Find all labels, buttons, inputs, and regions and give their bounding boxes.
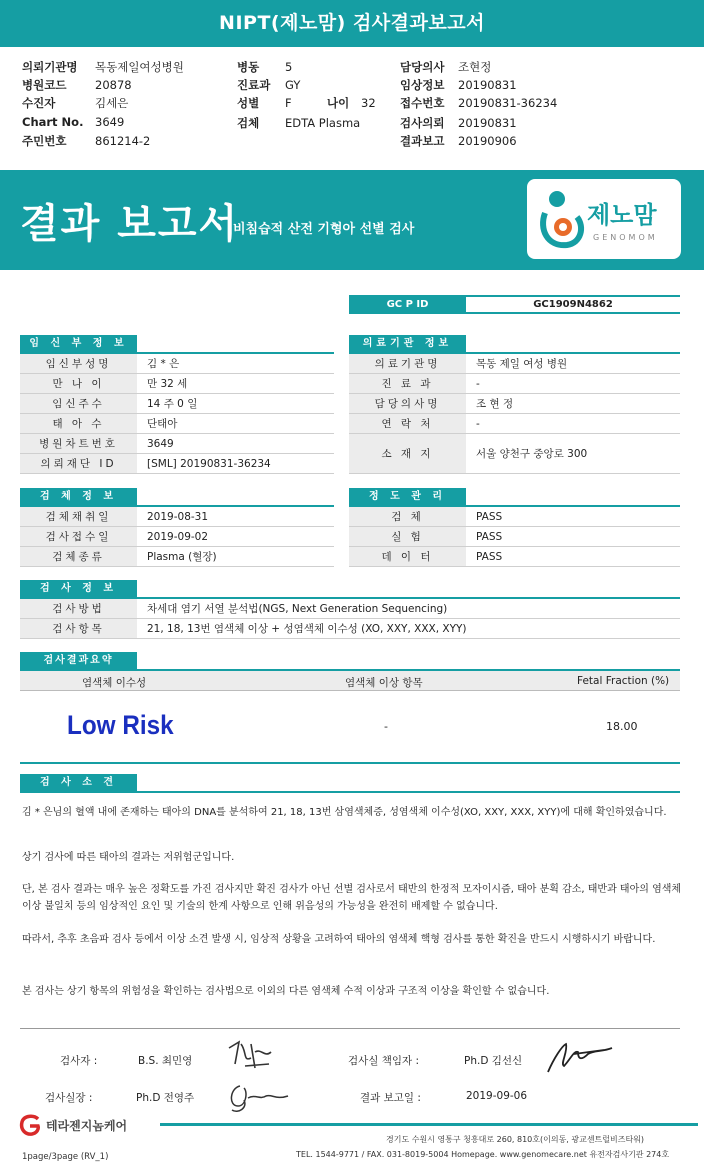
pregnant-row-label: 임신부성명 — [20, 354, 137, 373]
header-key: 결과보고 — [400, 134, 445, 148]
institution-row-value: 서울 양천구 중앙로 300 — [476, 448, 588, 460]
pregnant-row — [20, 414, 334, 434]
header-key: 나이 — [327, 96, 350, 110]
report-title: NIPT(제노맘) 검사결과보고서 — [0, 0, 704, 47]
summary-col2: 염색체 이상 항목 — [345, 677, 423, 689]
header-key: 검체 — [237, 116, 260, 130]
lab-head-label: 검사실 책임자 : — [348, 1055, 420, 1067]
pregnant-row-label: 의뢰재단 ID — [20, 454, 137, 473]
institution-row — [349, 354, 680, 374]
header-key: 수진자 — [22, 96, 56, 110]
qc-row-value: PASS — [476, 511, 503, 523]
qc-row — [349, 527, 680, 547]
specimen-row — [20, 507, 334, 527]
institution-row-label: 담당의사명 — [349, 394, 466, 413]
header-key: 의뢰기관명 — [22, 60, 78, 74]
footer-contact: TEL. 1544-9771 / FAX. 031-8019-5004 Homepage. www.genomecare.net 유전자검사기관 274호 — [296, 1150, 670, 1159]
summary-col3: Fetal Fraction (%) — [577, 675, 670, 687]
header-field — [237, 115, 360, 131]
finding-paragraph: 상기 검사에 따른 태아의 결과는 저위험군입니다. — [22, 852, 235, 863]
header-key: 주민번호 — [22, 134, 67, 148]
header-key: 검사의뢰 — [400, 116, 445, 130]
header-value: GY — [285, 78, 301, 92]
fetal-fraction: 18.00 — [606, 720, 638, 733]
director-label: 검사실장 : — [45, 1092, 93, 1104]
finding-paragraph: 단, 본 검사 결과는 매우 높은 정확도를 가진 검사지만 확진 검사가 아닌 선별 검사로서 태반의 한정적 모자이시즘, 태아 분획 감소, 태반과 태아의 염색체 이상 불일치 등의 임상적인 요인 및 기술의 한계 사항으로 인해 위음성의 가능성을 완전히 배제할 수 없습니다. — [22, 884, 682, 912]
hero-title: 결과 보고서 — [20, 201, 240, 247]
header-value: 20190831 — [458, 116, 517, 130]
qc-row — [349, 507, 680, 527]
director-name: Ph.D 전영주 — [136, 1092, 195, 1104]
specimen-row-label: 검체채취일 — [20, 507, 137, 526]
header-value: 목동제일여성병원 — [95, 60, 184, 74]
header-field — [22, 95, 128, 111]
qc-row-label: 실 험 — [349, 527, 466, 546]
pregnant-row-label: 병원차트번호 — [20, 434, 137, 453]
pregnant-row-label: 만 나 이 — [20, 374, 137, 393]
header-value: F — [285, 96, 292, 110]
footer-rule — [160, 1123, 698, 1126]
tester-label: 검사자 : — [60, 1055, 98, 1067]
header-field — [237, 77, 300, 93]
test-row — [20, 599, 680, 619]
header-value: 3649 — [95, 115, 125, 129]
section-specimen: 검 체 정 보 — [20, 488, 137, 505]
divider — [20, 1028, 680, 1029]
logo-subtext: GENOMOM — [593, 233, 658, 242]
header-value: 20878 — [95, 78, 132, 92]
header-key: 성별 — [237, 96, 260, 110]
institution-row-value: - — [476, 418, 480, 430]
institution-row — [349, 394, 680, 414]
section-qc: 정 도 관 리 — [349, 488, 466, 505]
institution-row — [349, 414, 680, 434]
test-row — [20, 619, 680, 639]
finding-paragraph: 본 검사는 상기 항목의 위험성을 확인하는 검사법으로 이외의 다른 염색체 수적 이상과 구조적 이상을 확인할 수 없습니다. — [22, 986, 550, 997]
report-date-label: 결과 보고일 : — [360, 1092, 421, 1104]
genomom-logo — [527, 179, 681, 259]
specimen-row-label: 검사접수일 — [20, 527, 137, 546]
header-value: 20190831-36234 — [458, 96, 558, 110]
specimen-row-value: Plasma (혈장) — [147, 551, 217, 563]
pregnant-row-value: 김 * 은 — [147, 358, 180, 370]
director-signature — [226, 1078, 292, 1114]
section-institution: 의료기관 정보 — [349, 335, 466, 352]
mother-baby-icon — [537, 189, 587, 249]
institution-row-value: 조 현 정 — [476, 398, 514, 410]
qc-row — [349, 547, 680, 567]
report-date: 2019-09-06 — [466, 1090, 528, 1102]
header-key: 진료과 — [237, 78, 271, 92]
pregnant-row-value: 3649 — [147, 438, 174, 450]
specimen-row-value: 2019-09-02 — [147, 531, 209, 543]
test-row-value: 차세대 염기 서열 분석법(NGS, Next Generation Sequencing) — [147, 603, 448, 615]
finding-paragraph: 김 * 은님의 혈액 내에 존재하는 태아의 DNA를 분석하여 21, 18, 13번 삼염색체증, 성염색체 이수성(XO, XXY, XXX, XYY)에 대해 확인하였습니다. — [22, 807, 667, 818]
specimen-row-value: 2019-08-31 — [147, 511, 209, 523]
header-key: 담당의사 — [400, 60, 445, 74]
page-number: 1page/3page (RV_1) — [22, 1152, 109, 1162]
section-summary: 검사결과요약 — [20, 652, 137, 669]
institution-row-label: 의료기관명 — [349, 354, 466, 373]
header-field — [400, 133, 517, 149]
header-value: 20190831 — [458, 78, 517, 92]
pregnant-row-label: 태 아 수 — [20, 414, 137, 433]
section-findings: 검 사 소 견 — [20, 774, 137, 791]
pregnant-row — [20, 434, 334, 454]
header-value: 조현정 — [458, 60, 492, 74]
pregnant-row — [20, 354, 334, 374]
result-risk: Low Risk — [67, 710, 174, 740]
summary-header — [20, 671, 680, 691]
header-field — [400, 95, 557, 111]
pregnant-row-value: 단태아 — [147, 418, 178, 430]
logo-text: 제노맘 — [587, 201, 657, 229]
footer-address: 경기도 수원시 영통구 청흥대로 260, 810호(이의동, 광교센트럴비즈타워) — [386, 1135, 645, 1144]
tester-signature — [225, 1038, 275, 1072]
specimen-row — [20, 547, 334, 567]
header-field — [400, 115, 517, 131]
pregnant-row-value: 만 32 세 — [147, 378, 188, 390]
pregnant-row-value: [SML] 20190831-36234 — [147, 458, 271, 470]
pregnant-row-label: 임신주수 — [20, 394, 137, 413]
test-row-label: 검사방법 — [20, 599, 137, 618]
finding-paragraph: 따라서, 추후 초음파 검사 등에서 이상 소견 발생 시, 임상적 상황을 고려하여 태아의 염색체 핵형 검사를 통한 확진을 반드시 시행하시기 바랍니다. — [22, 934, 656, 945]
header-value: 861214-2 — [95, 134, 151, 148]
institution-row-value: - — [476, 378, 480, 390]
header-key: 병동 — [237, 60, 260, 74]
rule — [20, 762, 680, 764]
header-info — [0, 50, 704, 160]
header-key: Chart No. — [22, 115, 84, 129]
institution-row-label: 진 료 과 — [349, 374, 466, 393]
header-key: 접수번호 — [400, 96, 445, 110]
hero-subtitle: 비침습적 산전 기형아 선별 검사 — [233, 222, 415, 237]
header-field — [22, 59, 184, 75]
section-test: 검 사 정 보 — [20, 580, 137, 597]
gcpid-label: GC P ID — [349, 295, 466, 314]
header-value: 32 — [361, 96, 376, 110]
lab-head-signature — [544, 1038, 616, 1076]
qc-row-value: PASS — [476, 551, 503, 563]
gcpid-value: GC1909N4862 — [466, 295, 680, 314]
institution-row-label: 연 락 처 — [349, 414, 466, 433]
specimen-row-label: 검체종류 — [20, 547, 137, 566]
company-name: 테라젠지놈케어 — [46, 1119, 128, 1133]
institution-row-value: 목동 제일 여성 병원 — [476, 358, 568, 370]
qc-row-label: 검 체 — [349, 507, 466, 526]
pregnant-row-value: 14 주 0 일 — [147, 398, 198, 410]
pregnant-row — [20, 394, 334, 414]
header-field — [22, 77, 132, 93]
tester-name: B.S. 최민영 — [138, 1055, 193, 1067]
pregnant-row — [20, 374, 334, 394]
header-field — [237, 59, 292, 75]
header-value: 김세은 — [95, 96, 129, 110]
abnormal-item: - — [384, 720, 388, 733]
test-row-value: 21, 18, 13번 염색체 이상 + 성염색체 이수성 (XO, XXY, XXX, XYY) — [147, 623, 467, 635]
company-logo-icon — [18, 1114, 44, 1136]
header-value: 20190906 — [458, 134, 517, 148]
header-key: 임상정보 — [400, 78, 445, 92]
institution-row-label: 소 재 지 — [349, 434, 466, 473]
header-value: EDTA Plasma — [285, 116, 361, 130]
rule — [20, 791, 680, 793]
institution-row — [349, 434, 680, 474]
summary-col1: 염색체 이수성 — [82, 677, 147, 689]
header-key: 병원코드 — [22, 78, 67, 92]
qc-row-label: 데 이 터 — [349, 547, 466, 566]
header-field — [22, 133, 150, 149]
specimen-row — [20, 527, 334, 547]
hero-banner — [0, 170, 704, 270]
test-row-label: 검사항목 — [20, 619, 137, 638]
header-value: 5 — [285, 60, 293, 74]
institution-row — [349, 374, 680, 394]
header-field — [400, 59, 491, 75]
section-pregnant: 임 신 부 정 보 — [20, 335, 137, 352]
header-field — [22, 115, 124, 129]
qc-row-value: PASS — [476, 531, 503, 543]
pregnant-row — [20, 454, 334, 474]
header-field — [237, 95, 292, 111]
lab-head-name: Ph.D 김선신 — [464, 1055, 523, 1067]
header-field — [400, 77, 517, 93]
header-age — [327, 95, 376, 111]
